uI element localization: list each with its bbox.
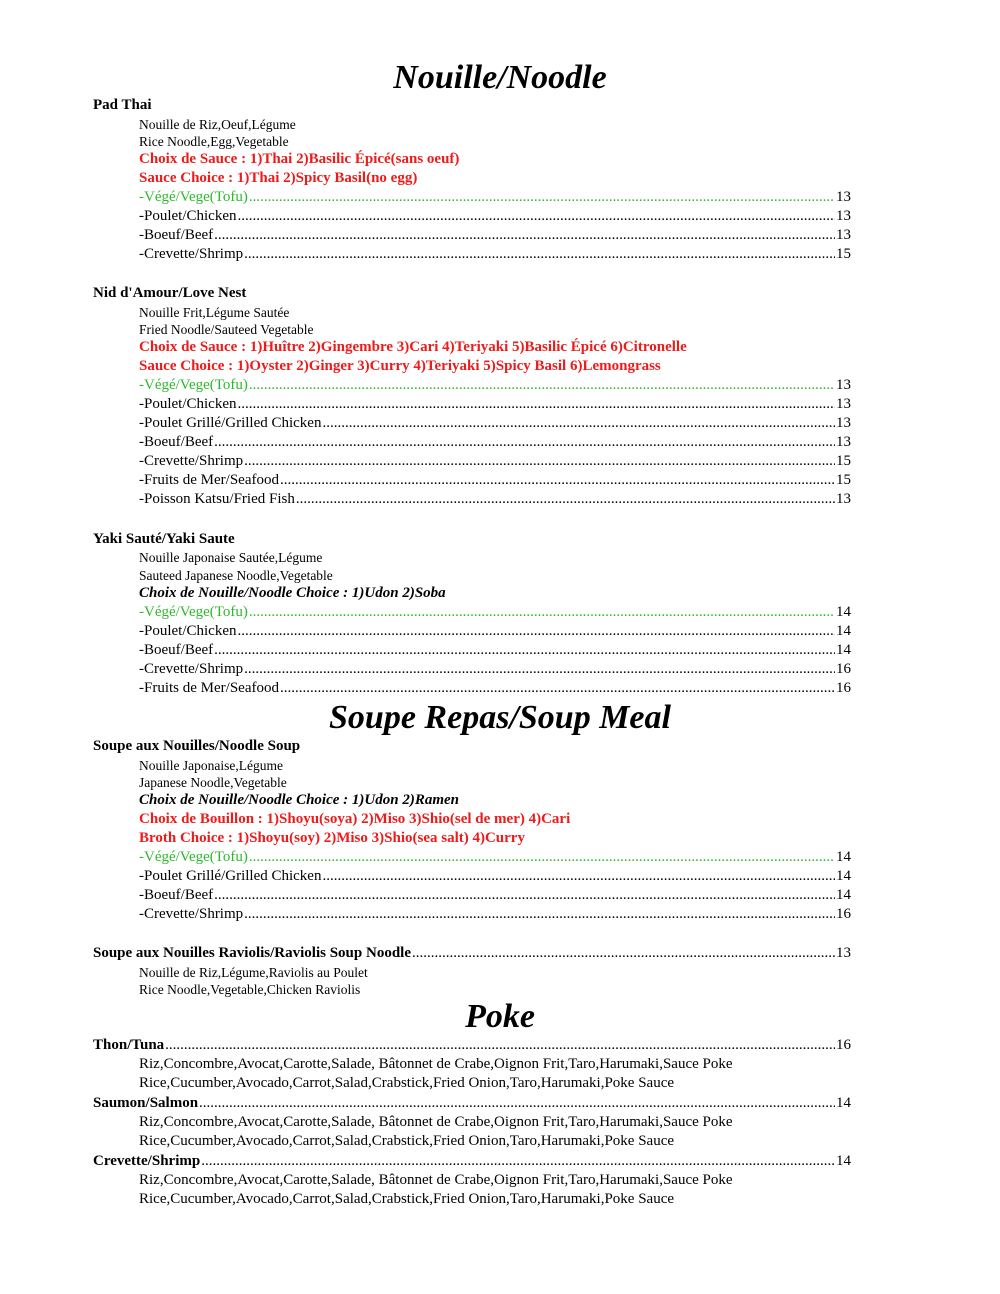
item-price: 16 [836, 680, 851, 696]
dot-leader [280, 471, 835, 490]
item-price: 15 [836, 472, 851, 488]
dot-leader [165, 1036, 835, 1055]
dot-leader [322, 867, 835, 886]
item-label: -Crevette/Shrimp [139, 246, 244, 262]
item-label: -Boeuf/Beef [139, 887, 214, 903]
dish-title: Saumon/Salmon [93, 1095, 199, 1111]
broth-choice-fr: Choix de Bouillon : 1)Shoyu(soya) 2)Miso 3)Shio(sel de mer) 4)Cari [139, 811, 571, 827]
price-row [139, 867, 851, 886]
price-row [139, 848, 851, 867]
item-price: 16 [836, 661, 851, 677]
noodle-choice: Choix de Nouille/Noodle Choice : 1)Udon 2)Soba [139, 585, 446, 601]
item-price: 13 [836, 227, 851, 243]
price-row [139, 886, 851, 905]
price-row [139, 414, 851, 433]
item-label: -Végé/Vege(Tofu) [139, 189, 248, 205]
dish-desc-en: Rice Noodle,Vegetable,Chicken Raviolis [139, 982, 361, 997]
item-price: 13 [836, 415, 851, 431]
dish-title-love-nest: Nid d'Amour/Love Nest [93, 285, 247, 301]
item-price: 13 [836, 189, 851, 205]
dot-leader [238, 207, 836, 226]
item-price: 13 [836, 945, 851, 961]
dish-desc-en: Japanese Noodle,Vegetable [139, 775, 287, 790]
dish-desc-fr: Riz,Concombre,Avocat,Carotte,Salade, Bâtonnet de Crabe,Oignon Frit,Taro,Harumaki,Sauce Poke [139, 1114, 733, 1130]
price-row [139, 452, 851, 471]
dish-desc-fr: Nouille de Riz,Légume,Raviolis au Poulet [139, 965, 368, 980]
item-price: 14 [836, 1095, 851, 1111]
item-price: 13 [836, 396, 851, 412]
item-price: 14 [836, 642, 851, 658]
dot-leader [296, 490, 835, 509]
dot-leader [199, 1094, 835, 1113]
dish-title: Thon/Tuna [93, 1037, 165, 1053]
item-label: -Boeuf/Beef [139, 227, 214, 243]
section-title-noodle: Nouille/Noodle [393, 59, 607, 96]
dot-leader [214, 226, 835, 245]
dish-desc-en: Rice,Cucumber,Avocado,Carrot,Salad,Crabstick,Fried Onion,Taro,Harumaki,Poke Sauce [139, 1075, 675, 1091]
dish-row-poke-shrimp [93, 1152, 851, 1171]
dish-desc-fr: Riz,Concombre,Avocat,Carotte,Salade, Bâtonnet de Crabe,Oignon Frit,Taro,Harumaki,Sauce Poke [139, 1172, 733, 1188]
dish-desc-fr: Nouille Japonaise,Légume [139, 758, 283, 773]
dish-row-poke-tuna [93, 1036, 851, 1055]
item-label: -Poulet/Chicken [139, 208, 237, 224]
item-label: -Végé/Vege(Tofu) [139, 377, 248, 393]
item-price: 15 [836, 246, 851, 262]
dot-leader [244, 245, 835, 264]
dish-desc-fr: Nouille Japonaise Sautée,Légume [139, 550, 323, 565]
section-title-poke: Poke [465, 998, 535, 1035]
section-title-soup-meal: Soupe Repas/Soup Meal [329, 699, 671, 736]
item-price: 14 [836, 849, 851, 865]
item-price: 14 [836, 604, 851, 620]
price-row [139, 226, 851, 245]
dot-leader [244, 452, 835, 471]
item-price: 13 [836, 377, 851, 393]
dish-title-noodle-soup: Soupe aux Nouilles/Noodle Soup [93, 738, 301, 754]
dot-leader [214, 886, 835, 905]
dot-leader [249, 603, 835, 622]
dot-leader [238, 395, 836, 414]
price-row [139, 245, 851, 264]
item-label: -Fruits de Mer/Seafood [139, 472, 279, 488]
price-row [139, 603, 851, 622]
item-price: 14 [836, 868, 851, 884]
item-label: -Poulet Grillé/Grilled Chicken [139, 868, 322, 884]
item-label: -Boeuf/Beef [139, 642, 214, 658]
item-label: -Poulet/Chicken [139, 396, 237, 412]
price-row [139, 679, 851, 698]
price-row [139, 395, 851, 414]
item-price: 13 [836, 208, 851, 224]
item-label: -Fruits de Mer/Seafood [139, 680, 279, 696]
price-row [139, 376, 851, 395]
item-label: -Végé/Vege(Tofu) [139, 849, 248, 865]
dish-title-ravioli-soup: Soupe aux Nouilles Raviolis/Raviolis Soup Noodle [93, 945, 411, 961]
item-label: -Boeuf/Beef [139, 434, 214, 450]
dish-desc-en: Sauteed Japanese Noodle,Vegetable [139, 568, 333, 583]
item-label: -Végé/Vege(Tofu) [139, 604, 248, 620]
price-row [139, 660, 851, 679]
dot-leader [249, 848, 835, 867]
dot-leader [322, 414, 835, 433]
dot-leader [201, 1152, 835, 1171]
broth-choice-en: Broth Choice : 1)Shoyu(soy) 2)Miso 3)Shio(sea salt) 4)Curry [139, 830, 525, 846]
dish-desc-fr: Nouille de Riz,Oeuf,Légume [139, 117, 296, 132]
dish-desc-en: Rice,Cucumber,Avocado,Carrot,Salad,Crabstick,Fried Onion,Taro,Harumaki,Poke Sauce [139, 1191, 675, 1207]
item-label: -Poulet Grillé/Grilled Chicken [139, 415, 322, 431]
price-row [139, 622, 851, 641]
item-price: 14 [836, 623, 851, 639]
item-price: 16 [836, 906, 851, 922]
dot-leader [244, 905, 835, 924]
sauce-choice-fr: Choix de Sauce : 1)Thai 2)Basilic Épicé(sans oeuf) [139, 151, 460, 167]
dish-desc-en: Fried Noodle/Sauteed Vegetable [139, 322, 314, 337]
dish-title-pad-thai: Pad Thai [93, 97, 152, 113]
item-label: -Crevette/Shrimp [139, 906, 244, 922]
item-price: 14 [836, 887, 851, 903]
item-price: 13 [836, 434, 851, 450]
dish-desc-fr: Riz,Concombre,Avocat,Carotte,Salade, Bâtonnet de Crabe,Oignon Frit,Taro,Harumaki,Sauce Poke [139, 1056, 733, 1072]
dish-row-poke-salmon [93, 1094, 851, 1113]
item-label: -Crevette/Shrimp [139, 661, 244, 677]
dot-leader [244, 660, 835, 679]
sauce-choice-fr: Choix de Sauce : 1)Huître 2)Gingembre 3)Cari 4)Teriyaki 5)Basilic Épicé 6)Citronelle [139, 339, 687, 355]
dot-leader [238, 622, 836, 641]
dish-title-yaki-saute: Yaki Sauté/Yaki Saute [93, 531, 235, 547]
item-price: 13 [836, 491, 851, 507]
sauce-choice-en: Sauce Choice : 1)Oyster 2)Ginger 3)Curry 4)Teriyaki 5)Spicy Basil 6)Lemongrass [139, 358, 661, 374]
noodle-choice: Choix de Nouille/Noodle Choice : 1)Udon 2)Ramen [139, 792, 459, 808]
dish-desc-fr: Nouille Frit,Légume Sautée [139, 305, 290, 320]
price-row [139, 490, 851, 509]
dish-row-ravioli-soup [93, 944, 851, 963]
item-price: 16 [836, 1037, 851, 1053]
item-price: 15 [836, 453, 851, 469]
item-price: 14 [836, 1153, 851, 1169]
dish-desc-en: Rice Noodle,Egg,Vegetable [139, 134, 289, 149]
price-row [139, 471, 851, 490]
sauce-choice-en: Sauce Choice : 1)Thai 2)Spicy Basil(no egg) [139, 170, 418, 186]
price-row [139, 905, 851, 924]
item-label: -Poisson Katsu/Fried Fish [139, 491, 295, 507]
dot-leader [249, 376, 835, 395]
dish-title: Crevette/Shrimp [93, 1153, 201, 1169]
dot-leader [214, 641, 835, 660]
price-row [139, 433, 851, 452]
price-row [139, 641, 851, 660]
price-row [139, 188, 851, 207]
item-label: -Poulet/Chicken [139, 623, 237, 639]
dot-leader [412, 944, 835, 963]
dot-leader [249, 188, 835, 207]
price-row [139, 207, 851, 226]
item-label: -Crevette/Shrimp [139, 453, 244, 469]
dot-leader [280, 679, 835, 698]
dish-desc-en: Rice,Cucumber,Avocado,Carrot,Salad,Crabstick,Fried Onion,Taro,Harumaki,Poke Sauce [139, 1133, 675, 1149]
dot-leader [214, 433, 835, 452]
